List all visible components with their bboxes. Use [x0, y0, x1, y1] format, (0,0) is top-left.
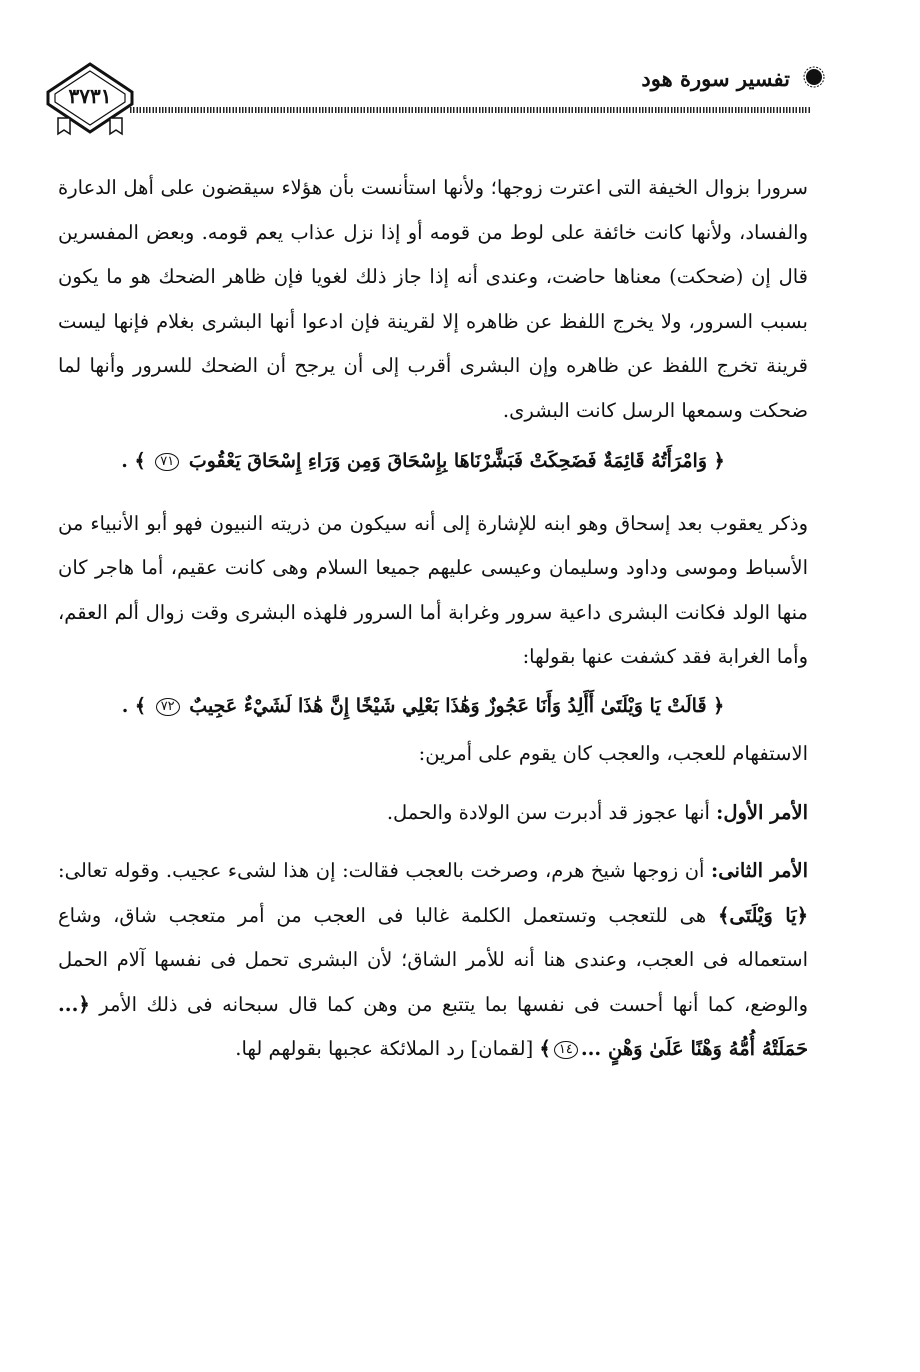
paragraph-4 — [58, 791, 808, 836]
running-title: تفسير سورة هود — [641, 66, 790, 91]
verse-text: ﴿ قَالَتْ يَا وَيْلَتَىٰ أَأَلِدُ وَأَنَا عَجُوزٌ وَهَٰذَا بَعْلِي شَيْخًا إِنَّ هَٰذَا لَشَيْءٌ عَجِيبٌ — [189, 694, 725, 717]
first-matter-label: الأمر الأول: — [716, 800, 808, 824]
ayah-number: ٧١ — [155, 453, 179, 471]
ayah-number: ٧٢ — [156, 698, 180, 716]
paragraph-5 — [58, 849, 808, 1072]
header-rule — [130, 107, 810, 113]
page-body — [58, 166, 808, 1072]
verse-close: ﴾ . — [121, 694, 147, 717]
second-matter-text-b: هى للتعجب وتستعمل الكلمة غالبا فى العجب من أمر متعجب شاق، وشاع استعماله فى العجب، وعندى هنا أنه للأمر الشاق؛ لأن البشرى تحمل فى نفسها آلام الحمل والوضع، كما أنها أحست فى نفسها بما يتتبع من وهن كما قال سبحانه فى ذلك الأمر — [58, 903, 808, 1016]
quoted-verse-luqman: ﴿... حَمَلَتْهُ أُمُّهُ وَهْنًا عَلَىٰ وَهْنٍ ... — [58, 992, 808, 1060]
quote-close: ﴾ — [539, 1037, 551, 1060]
second-matter-label: الأمر الثانى: — [711, 859, 808, 882]
page-number: ٣٧٣١ — [68, 84, 112, 108]
second-matter-text-c: [لقمان] رد الملائكة عجبها بقولهم لها. — [235, 1037, 540, 1060]
paragraph-1: سرورا بزوال الخيفة التى اعترت زوجها؛ ولأنها استأنست بأن هؤلاء سيقضون على أهل الدعارة والفساد، ولأنها كانت خائفة على لوط من قومه أو إذا نزل عذاب يعم قومه. وبعض المفسرين قال إن (ضحكت) معناها حاضت، وعندى أنه إذا جاز ذلك لغويا فإن ظاهر الضحك هو ما يكون بسبب السرور، ولا يخرج اللفظ عن ظاهره إلا لقرينة فإن ادعوا أنها البشرى بغلام فإنها ليست قرينة تخرج اللفظ عن ظاهره وإن البشرى أقرب إلى أن يرجح أن الضحك للسرور وأنها لما ضحكت وسمعها الرسل كانت البشرى. — [58, 176, 808, 422]
verse-close: ﴾ . — [121, 450, 146, 472]
quran-verse-71 — [58, 439, 808, 484]
quran-verse-72 — [58, 684, 808, 729]
paragraph-2: وذكر يعقوب بعد إسحاق وهو ابنه للإشارة إلى أنه سيكون من ذريته النبيون فهو أبو الأنبياء من الأسباط وموسى وداود وسليمان وعيسى عليهم جميعا السلام وهى كانت عقيم، أما هاجر كان منها الولد فكانت البشرى داعية سرور وغرابة أما السرور فلهذه البشرى وقت زوال ألم العقم، وأما الغرابة فقد كشفت عنها بقولها: — [58, 511, 808, 668]
ayah-number: ١٤ — [554, 1041, 578, 1059]
verse-text: ﴿ وَامْرَأَتُهُ قَائِمَةٌ فَضَحِكَتْ فَبَشَّرْنَاهَا بِإِسْحَاقَ وَمِن وَرَاءِ إِسْحَاقَ يَعْقُوبَ — [188, 450, 725, 472]
second-matter-text-a: أن زوجها شيخ هرم، وصرخت بالعجب فقالت: إن هذا لشىء عجيب. وقوله تعالى: — [58, 859, 712, 882]
first-matter-text: أنها عجوز قد أدبرت سن الولادة والحمل. — [386, 800, 717, 824]
quoted-phrase: ﴿يَا وَيْلَتَى﴾ — [717, 903, 808, 927]
paragraph-3: الاستفهام للعجب، والعجب كان يقوم على أمرين: — [418, 742, 808, 765]
ornament-icon — [803, 66, 825, 88]
